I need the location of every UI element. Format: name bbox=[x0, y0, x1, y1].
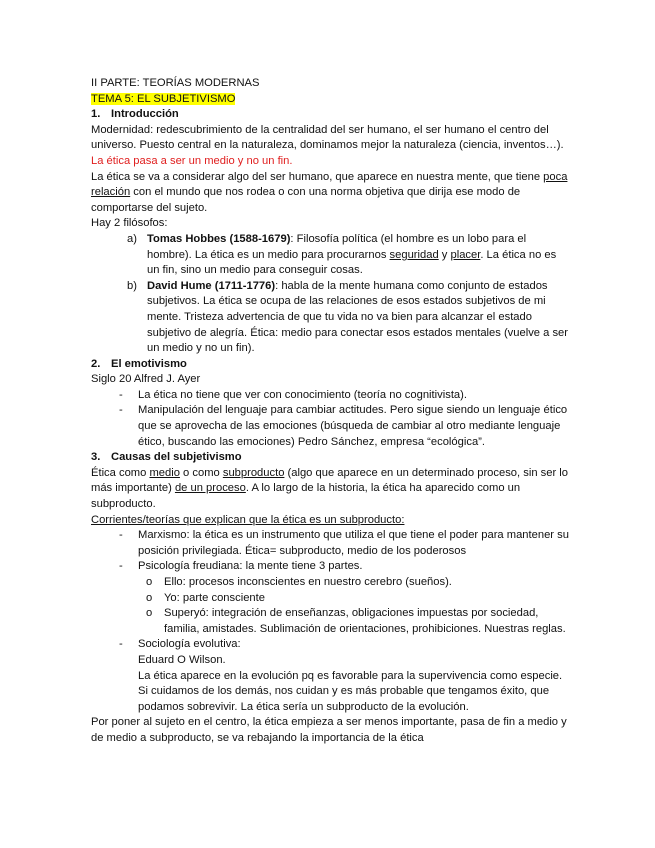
list-item-hobbes: a) Tomas Hobbes (1588-1679): Filosofía política (el hombre es un lobo para el hombre). La ética es un medio para procurarnos seguridad y placer. La ética no es un fin, sino un medio para conseguir cosas. bbox=[127, 232, 557, 277]
causas-paragraph: Ética como medio o como subproducto (algo que aparece en un determinado proceso, sin ser lo más importante) de un proceso. A lo largo de la historia, la ética ha aparecido como un subproducto. bbox=[91, 466, 569, 511]
list-item-sociologia: - Sociología evolutiva: bbox=[119, 638, 241, 651]
intro-paragraph-2: La ética se va a considerar algo del ser humano, que aparece en nuestra mente, que tiene poca relación con el mundo que nos rodea o con una norma objetiva que dirija ese modo de comportarse del sujeto. bbox=[91, 170, 568, 214]
tema-title bbox=[91, 92, 571, 108]
list-item-no-cognitivista: - La ética no tiene que ver con conocimiento (teoría no cognitivista). bbox=[119, 388, 467, 401]
part-title: II PARTE: TEORÍAS MODERNAS bbox=[91, 77, 260, 89]
list-item-hume: b) David Hume (1711-1776): habla de la mente humana como conjunto de estados subjetivos. La ética se ocupa de las relaciones de esos estados subjetivos de mi mente. Tristeza advertencia de que tu vida no va bien para alcanzar el estado subjetivo de alegría. Ética: medio para conectar esos estados mentales (vuelve a ser un medio y no un fin). bbox=[127, 279, 569, 355]
sublist-item-ello: o Ello: procesos inconscientes en nuestro cerebro (sueños). bbox=[146, 576, 452, 588]
section-2-heading: 2. El emotivismo bbox=[91, 357, 187, 370]
section-1-heading: 1. Introducción bbox=[91, 108, 179, 121]
sublist-item-yo: o Yo: parte consciente bbox=[146, 591, 265, 604]
document-body bbox=[91, 76, 571, 747]
section-3-heading: 3. Causas del subjetivismo bbox=[91, 451, 242, 464]
red-highlight-text: La ética pasa a ser un medio y no un fin. bbox=[91, 154, 293, 167]
wilson-name: Eduard O Wilson. bbox=[138, 653, 226, 666]
intro-paragraph-3: Hay 2 filósofos: bbox=[91, 217, 168, 230]
closing-paragraph: Por poner al sujeto en el centro, la ética empieza a ser menos importante, pasa de fin a medio y de medio a subproducto, se va rebajando la importancia de la ética bbox=[91, 716, 567, 744]
list-item-marxismo: - Marxismo: la ética es un instrumento que utiliza el que tiene el poder para mantener su posición privilegiada. Ética= subproducto, medio de los poderosos bbox=[119, 529, 569, 557]
list-item-manipulacion: - Manipulación del lenguaje para cambiar actitudes. Pero sigue siendo un lenguaje ético que se aprovecha de las emociones (búsqueda de cambiar al otro mediante lenguaje ético, buscando las emociones) Pedro Sánchez, empresa “ecológica”. bbox=[119, 404, 568, 448]
corrientes-heading: Corrientes/teorías que explican que la ética es un subproducto: bbox=[91, 513, 405, 526]
intro-paragraph-1: Modernidad: redescubrimiento de la centralidad del ser humano, el ser humano el centro del universo. Puesto central en la naturaleza, dominamos mejor la naturaleza (ciencia, inventos…). La ética pasa a ser un medio y no un fin. bbox=[91, 123, 564, 167]
list-item-psicologia: - Psicología freudiana: la mente tiene 3 partes. bbox=[119, 560, 363, 573]
sublist-item-superyo: o Superyó: integración de enseñanzas, obligaciones impuestas por sociedad, familia, amistades. Sublimación de orientaciones, prohibiciones. Nuestras reglas. bbox=[146, 607, 566, 635]
wilson-text: La ética aparece en la evolución pq es favorable para la supervivencia como especie. Si cuidamos de los demás, nos cuidan y es más probable que tengamos éxito, que podamos sobrevivir. La ética sería un subproducto de la evolución. bbox=[138, 669, 563, 713]
emotivismo-intro: Siglo 20 Alfred J. Ayer bbox=[91, 373, 201, 386]
tema-title-highlight: TEMA 5: EL SUBJETIVISMO bbox=[91, 92, 236, 105]
